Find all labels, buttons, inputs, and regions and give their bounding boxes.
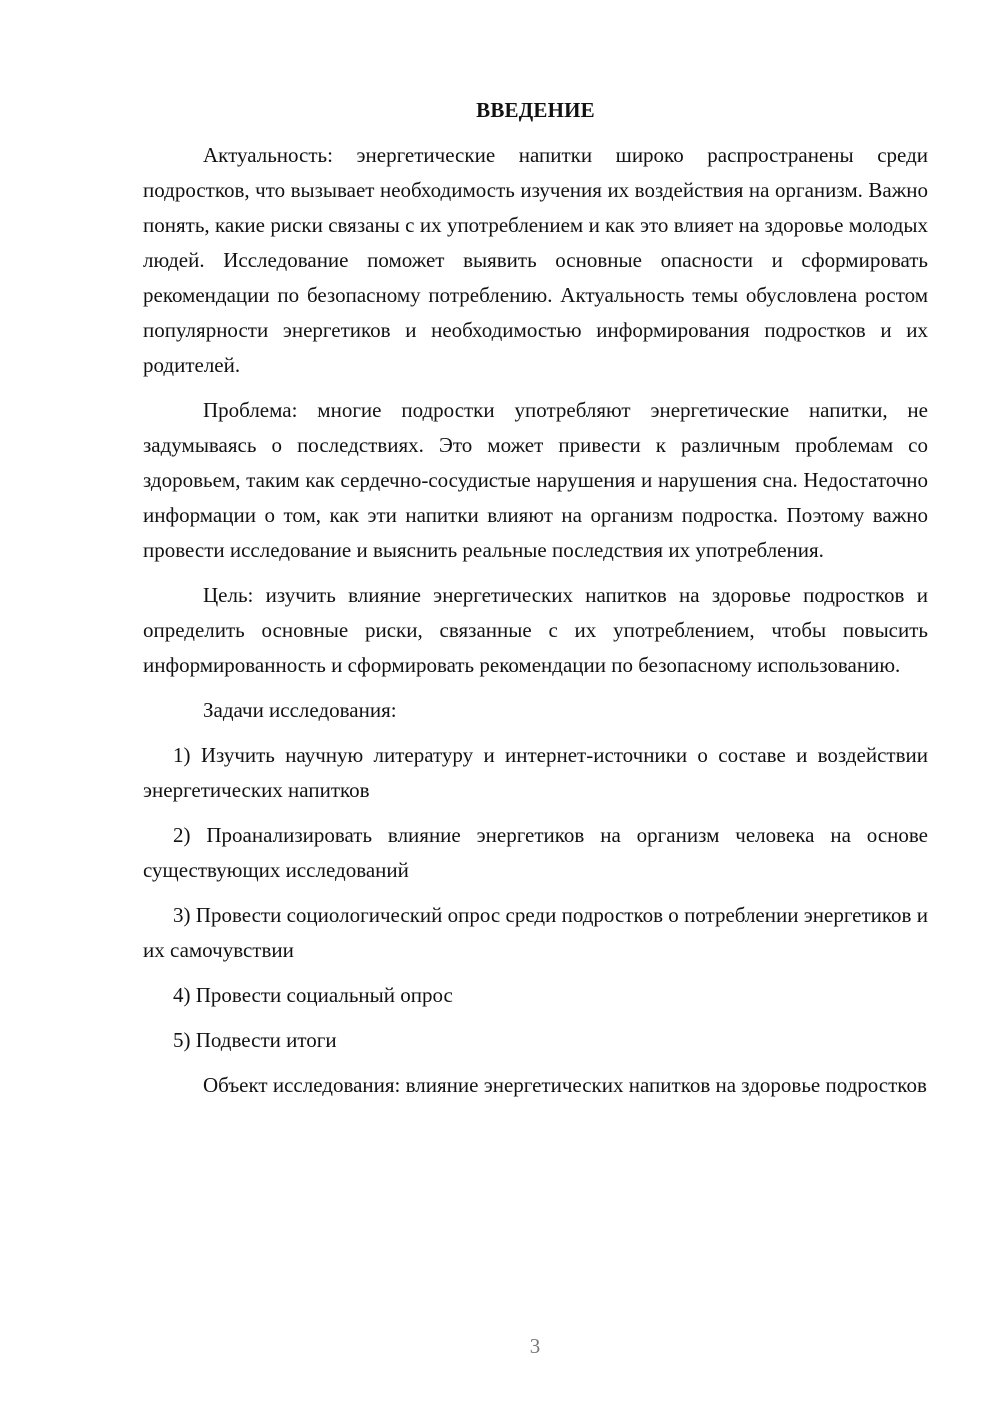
page-number: 3 <box>529 1334 541 1358</box>
task-item-3: 3) Провести социологический опрос среди подростков о потреблении энергетиков и их самочувствии <box>143 903 928 962</box>
object-paragraph: Объект исследования: влияние энергетических напитков на здоровье подростков <box>203 1073 927 1097</box>
document-page <box>143 96 928 1113</box>
task-item-2: 2) Проанализировать влияние энергетиков на организм человека на основе существующих исследований <box>143 823 928 882</box>
tasks-heading: Задачи исследования: <box>203 698 397 722</box>
task-item-5: 5) Подвести итоги <box>173 1028 337 1052</box>
problem-paragraph: Проблема: многие подростки употребляют энергетические напитки, не задумываясь о последствиях. Это может привести к различным проблемам со здоровьем, таким как сердечно-сосудистые нарушения и нарушения сна. Недостаточно информации о том, как эти напитки влияют на организм подростка. Поэтому важно провести исследование и выяснить реальные последствия их употребления. <box>143 398 928 562</box>
goal-paragraph: Цель: изучить влияние энергетических напитков на здоровье подростков и определить основные риски, связанные с их употреблением, чтобы повысить информированность и сформировать рекомендации по безопасному использованию. <box>143 583 928 677</box>
task-item-1: 1) Изучить научную литературу и интернет-источники о составе и воздействии энергетических напитков <box>143 743 928 802</box>
page-title: ВВЕДЕНИЕ <box>476 98 595 122</box>
relevance-paragraph: Актуальность: энергетические напитки широко распространены среди подростков, что вызывает необходимость изучения их воздействия на организм. Важно понять, какие риски связаны с их употреблением и как это влияет на здоровье молодых людей. Исследование поможет выявить основные опасности и сформировать рекомендации по безопасному потреблению. Актуальность темы обусловлена ростом популярности энергетиков и необходимостью информирования подростков и их родителей. <box>143 143 928 377</box>
task-item-4: 4) Провести социальный опрос <box>173 983 453 1007</box>
